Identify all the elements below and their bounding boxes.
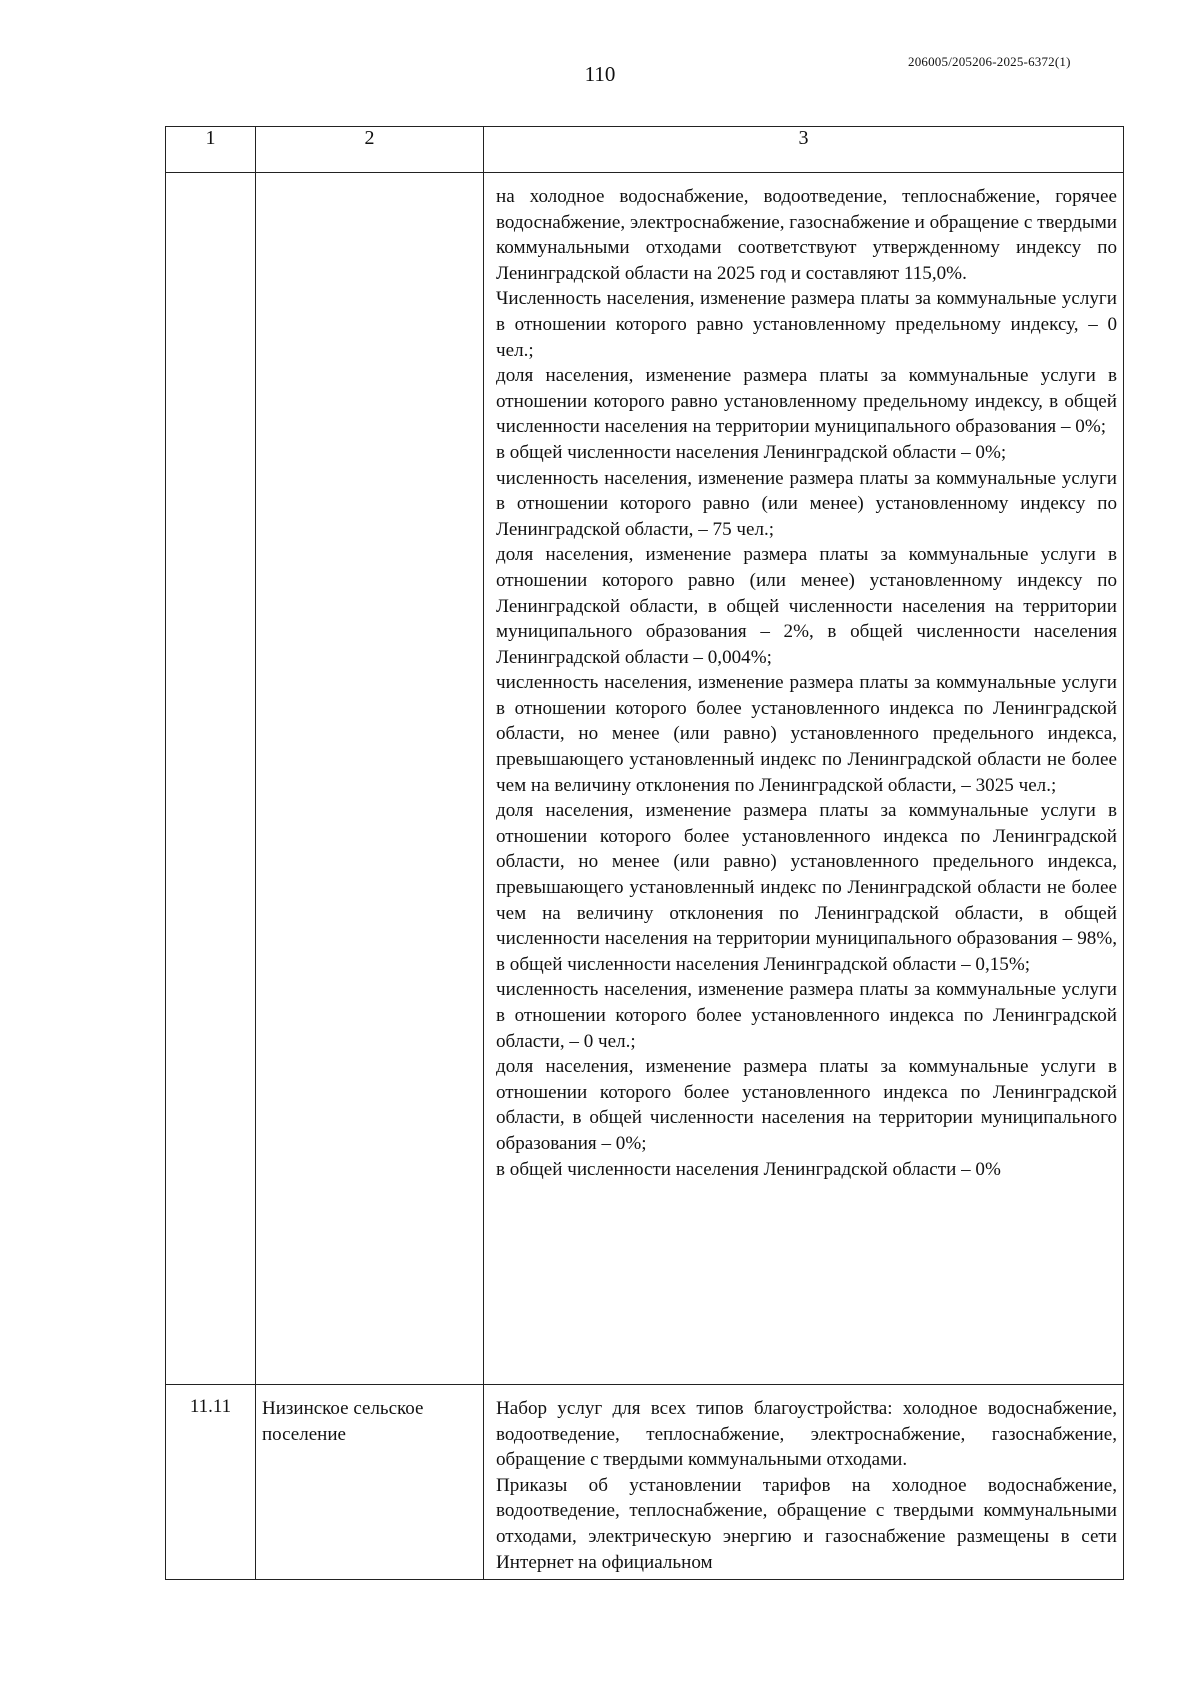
row-number-cell bbox=[166, 173, 256, 1385]
paragraph: в общей численности населения Ленинградской области – 0%; bbox=[496, 441, 1007, 463]
paragraph: Численность населения, изменение размера платы за коммунальные услуги в отношении которого равно установленному предельному индексу, – 0 чел.; bbox=[496, 288, 1117, 361]
row-description-cell bbox=[484, 173, 1124, 1385]
paragraph: численность населения, изменение размера платы за коммунальные услуги в отношении которого равно (или менее) установленному индексу по Ленинградской области, – 75 чел.; bbox=[496, 467, 1117, 540]
column-header-2: 2 bbox=[256, 127, 484, 173]
row-name-cell: Низинское сельское поселение bbox=[256, 1385, 484, 1580]
main-table bbox=[165, 126, 1124, 1580]
paragraph: на холодное водоснабжение, водоотведение, теплоснабжение, горячее водоснабжение, электроснабжение, газоснабжение и обращение с твердыми коммунальными отходами соответствуют утвержденному индексу по Ленинградской области на 2025 год и составляют 115,0%. bbox=[496, 186, 1117, 284]
document-code: 206005/205206-2025-6372(1) bbox=[908, 54, 1071, 69]
page-number: 110 bbox=[584, 62, 616, 86]
paragraph: Набор услуг для всех типов благоустройства: холодное водоснабжение, водоотведение, теплоснабжение, электроснабжение, газоснабжение, обращение с твердыми коммунальными отходами. bbox=[496, 1398, 1117, 1471]
paragraph: численность населения, изменение размера платы за коммунальные услуги в отношении которого более установленного индекса по Ленинградской области, – 0 чел.; bbox=[496, 979, 1117, 1052]
paragraph: в общей численности населения Ленинградской области – 0% bbox=[496, 1158, 1001, 1180]
table-row bbox=[166, 173, 1124, 1385]
row-name-cell bbox=[256, 173, 484, 1385]
paragraph: Приказы об установлении тарифов на холодное водоснабжение, водоотведение, теплоснабжение, обращение с твердыми коммунальными отходами, электрическую энергию и газоснабжение размещены в сети Интернет на официальном bbox=[496, 1474, 1117, 1573]
table-row bbox=[166, 1385, 1124, 1580]
paragraph: доля населения, изменение размера платы за коммунальные услуги в отношении которого более установленного индекса по Ленинградской области, но менее (или равно) установленного предельного индекса, превышающего установленный индекс по Ленинградской области не более чем на величину отклонения по Ленинградской области, в общей численности населения на территории муниципального образования – 98%, в общей численности населения Ленинградской области – 0,15%; bbox=[496, 800, 1117, 975]
column-header-1: 1 bbox=[166, 127, 256, 173]
row-description-cell bbox=[484, 1385, 1124, 1580]
table-header-row bbox=[166, 127, 1124, 173]
row-number-cell: 11.11 bbox=[166, 1385, 256, 1580]
paragraph: доля населения, изменение размера платы за коммунальные услуги в отношении которого равно установленному предельному индексу, в общей численности населения на территории муниципального образования – 0%; bbox=[496, 365, 1117, 438]
paragraph: численность населения, изменение размера платы за коммунальные услуги в отношении которого более установленного индекса по Ленинградской области, но менее (или равно) установленного предельного индекса, превышающего установленный индекс по Ленинградской области не более чем на величину отклонения по Ленинградской области, – 3025 чел.; bbox=[496, 672, 1117, 796]
column-header-3: 3 bbox=[484, 127, 1124, 173]
paragraph: доля населения, изменение размера платы за коммунальные услуги в отношении которого равно (или менее) установленному индексу по Ленинградской области, в общей численности населения на территории муниципального образования – 2%, в общей численности населения Ленинградской области – 0,004%; bbox=[496, 544, 1117, 668]
paragraph: доля населения, изменение размера платы за коммунальные услуги в отношении которого более установленного индекса по Ленинградской области, в общей численности населения на территории муниципального образования – 0%; bbox=[496, 1056, 1117, 1154]
